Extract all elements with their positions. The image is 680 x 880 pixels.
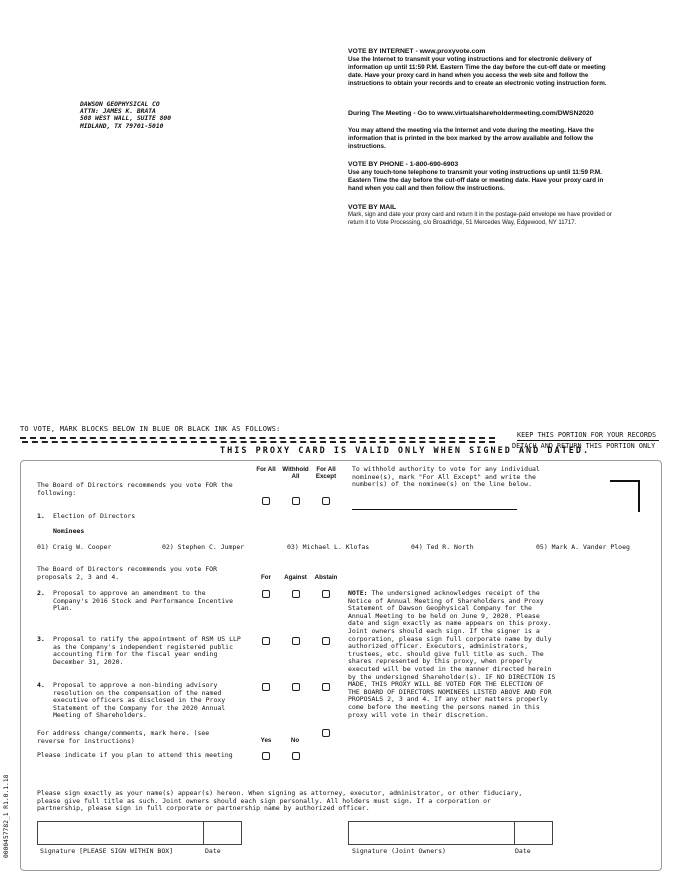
ink-instructions: TO VOTE, MARK BLOCKS BELOW IN BLUE OR BLACK INK AS FOLLOWS: xyxy=(20,425,281,433)
vote-mail-title: VOTE BY MAIL xyxy=(348,204,397,211)
directors-header: The Board of Directors recommends you vote FOR the following: xyxy=(37,481,233,497)
vote-by-internet xyxy=(348,48,618,88)
vote-by-mail xyxy=(348,204,618,227)
vote-meeting-info xyxy=(348,127,618,151)
signature-instructions: Please sign exactly as your name(s) appear(s) hereon. When signing as attorney, executor, administrator, or other fiduciary, please give full title as such. Joint owners should each sign personally. All holders must sign. If a corporation or partnership, please sign in full corporate or partnership name by authorized officer. xyxy=(37,789,523,813)
signature-label: Signature [PLEASE SIGN WITHIN BOX] xyxy=(40,847,174,855)
withhold-all-checkbox[interactable] xyxy=(292,497,300,505)
note-text: The undersigned acknowledges receipt of the Notice of Annual Meeting of Shareholders and Proxy Statement of Dawson Geophysical Company for the Annual Meeting to be held on June 9, 2020. Please date and sign exactly as name appears on this proxy. Joint owners should each sign. If the signer is a corporation, please sign full corporate name by duly authorized officer. Executors, administrators, trustees, etc. should give full title as such. The shares represented by this proxy, when properly executed will be voted in the manner directed herein by the undersigned Shareholder(s). IF NO DIRECTION IS MADE, THIS PROXY WILL BE VOTED FOR THE ELECTION OF THE BOARD OF DIRECTORS NOMINEES LISTED ABOVE AND FOR PROPOSALS 2, 3 and 4. If any other matters properly come before the meeting the persons named in this proxy will vote in their discretion. xyxy=(348,589,556,719)
vote-phone-title: VOTE BY PHONE - 1-800-690-6903 xyxy=(348,161,459,168)
vote-during-meeting xyxy=(348,110,618,118)
item-number: 1. xyxy=(37,512,45,520)
valid-notice: THIS PROXY CARD IS VALID ONLY WHEN SIGNED AND DATED. xyxy=(220,446,591,456)
nominee: 03) Michael L. Klofas xyxy=(287,543,370,551)
vote-internet-title: VOTE BY INTERNET - www.proxyvote.com xyxy=(348,48,486,55)
date-label: Date xyxy=(205,847,221,855)
proposal-number: 3. xyxy=(37,635,45,643)
corner-mark xyxy=(610,480,640,482)
col-yes: Yes xyxy=(260,737,272,744)
address-change-text: For address change/comments, mark here. (see reverse for instructions) xyxy=(37,729,210,745)
for-all-except-checkbox[interactable] xyxy=(322,497,330,505)
proposal-3-against-checkbox[interactable] xyxy=(292,637,300,645)
date-box[interactable] xyxy=(204,821,242,845)
nominee: 01) Craig W. Cooper xyxy=(37,543,112,551)
proposal-number: 2. xyxy=(37,589,45,597)
nominees-label: Nominees xyxy=(53,527,85,535)
keep-underline xyxy=(517,440,659,441)
col-for-all-except: For All Except xyxy=(315,466,337,480)
for-all-checkbox[interactable] xyxy=(262,497,270,505)
address-line: 508 WEST WALL, SUITE 800 xyxy=(80,115,171,123)
col-no: No xyxy=(290,737,300,744)
attend-yes-checkbox[interactable] xyxy=(262,752,270,760)
proposal-2-against-checkbox[interactable] xyxy=(292,590,300,598)
address-line: DAWSON GEOPHYSICAL CO xyxy=(80,101,160,108)
address-change-checkbox[interactable] xyxy=(322,729,330,737)
joint-date-box[interactable] xyxy=(515,821,553,845)
proposal-3-abstain-checkbox[interactable] xyxy=(322,637,330,645)
perforation-line xyxy=(20,437,495,439)
col-abstain: Abstain xyxy=(314,574,338,581)
withhold-write-line[interactable] xyxy=(352,509,517,510)
proposal-text: Proposal to ratify the appointment of RSM US LLP as the Company's independent registered public accounting firm for the fiscal year ending December 31, 2020. xyxy=(53,635,241,666)
keep-portion-label: KEEP THIS PORTION FOR YOUR RECORDS xyxy=(517,431,657,439)
note-block xyxy=(348,590,558,719)
col-for-all: For All xyxy=(256,466,276,473)
proposal-text: Proposal to approve an amendment to the Company's 2016 Stock and Performance Incentive Plan. xyxy=(53,589,234,613)
attend-no-checkbox[interactable] xyxy=(292,752,300,760)
vote-meeting-body: You may attend the meeting via the Internet and vote during the meeting. Have the information that is printed in the box marked by the arrow available and follow the instructions. xyxy=(348,127,594,150)
proposals-header: The Board of Directors recommends you vote FOR proposals 2, 3 and 4. xyxy=(37,565,218,581)
proposal-2-for-checkbox[interactable] xyxy=(262,590,270,598)
address-line: MIDLAND, TX 79701-5010 xyxy=(80,122,164,130)
proposal-number: 4. xyxy=(37,681,45,689)
side-code: 0000457782_1 R1.0.1.18 xyxy=(3,774,10,858)
col-withhold-all: Withhold All xyxy=(282,466,309,480)
joint-signature-box[interactable] xyxy=(348,821,515,845)
corner-mark xyxy=(638,480,640,512)
vote-mail-body: Mark, sign and date your proxy card and return it in the postage-paid envelope we have provided or return it to Vote Processing, c/o Broadridge, 51 Mercedes Way, Edgewood, NY 11717. xyxy=(348,212,612,226)
proposal-4-for-checkbox[interactable] xyxy=(262,683,270,691)
nominee: 05) Mark A. Vander Ploeg xyxy=(536,543,630,551)
signature-box[interactable] xyxy=(37,821,204,845)
mailing-address xyxy=(80,101,171,130)
proposal-2-abstain-checkbox[interactable] xyxy=(322,590,330,598)
withhold-instructions: To withhold authority to vote for any individual nominee(s), mark "For All Except" and write the number(s) of the nominee(s) on the line below. xyxy=(352,465,540,489)
proposal-text: Proposal to approve a non-binding advisory resolution on the compensation of the named executive officers as disclosed in the Proxy Statement of the Company for the 2020 Annual Meeting of Shareholders. xyxy=(53,681,226,720)
col-against: Against xyxy=(284,574,307,581)
joint-date-label: Date xyxy=(515,847,531,855)
vote-by-phone xyxy=(348,161,618,193)
election-label: Election of Directors xyxy=(53,512,136,520)
proposal-3-for-checkbox[interactable] xyxy=(262,637,270,645)
vote-phone-body: Use any touch-tone telephone to transmit your voting instructions up until 11:59 P.M. Eastern Time the day before the cut-off date or meeting date. Have your proxy card in hand when you call and then follow the instructions. xyxy=(348,169,604,192)
note-label: NOTE: xyxy=(348,589,368,597)
vote-internet-body: Use the Internet to transmit your voting instructions and for electronic delivery of information up until 11:59 P.M. Eastern Time the day before the cut-off date or meeting date. Have your proxy card in hand when you access the web site and follow the instructions to obtain your records and to create an electronic voting instruction form. xyxy=(348,56,607,87)
nominee: 02) Stephen C. Jumper xyxy=(162,543,245,551)
attend-meeting-text: Please indicate if you plan to attend this meeting xyxy=(37,751,233,759)
perforation-line xyxy=(22,441,495,443)
vote-meeting-title: During The Meeting - Go to www.virtualshareholdermeeting.com/DWSN2020 xyxy=(348,110,594,117)
proposal-4-abstain-checkbox[interactable] xyxy=(322,683,330,691)
col-for: For xyxy=(261,574,271,581)
nominee: 04) Ted R. North xyxy=(411,543,474,551)
address-line: ATTN: JAMES K. BRATA xyxy=(80,108,156,116)
proposal-4-against-checkbox[interactable] xyxy=(292,683,300,691)
detach-portion-label: DETACH AND RETURN THIS PORTION ONLY xyxy=(512,442,656,450)
joint-signature-label: Signature (Joint Owners) xyxy=(352,847,446,855)
